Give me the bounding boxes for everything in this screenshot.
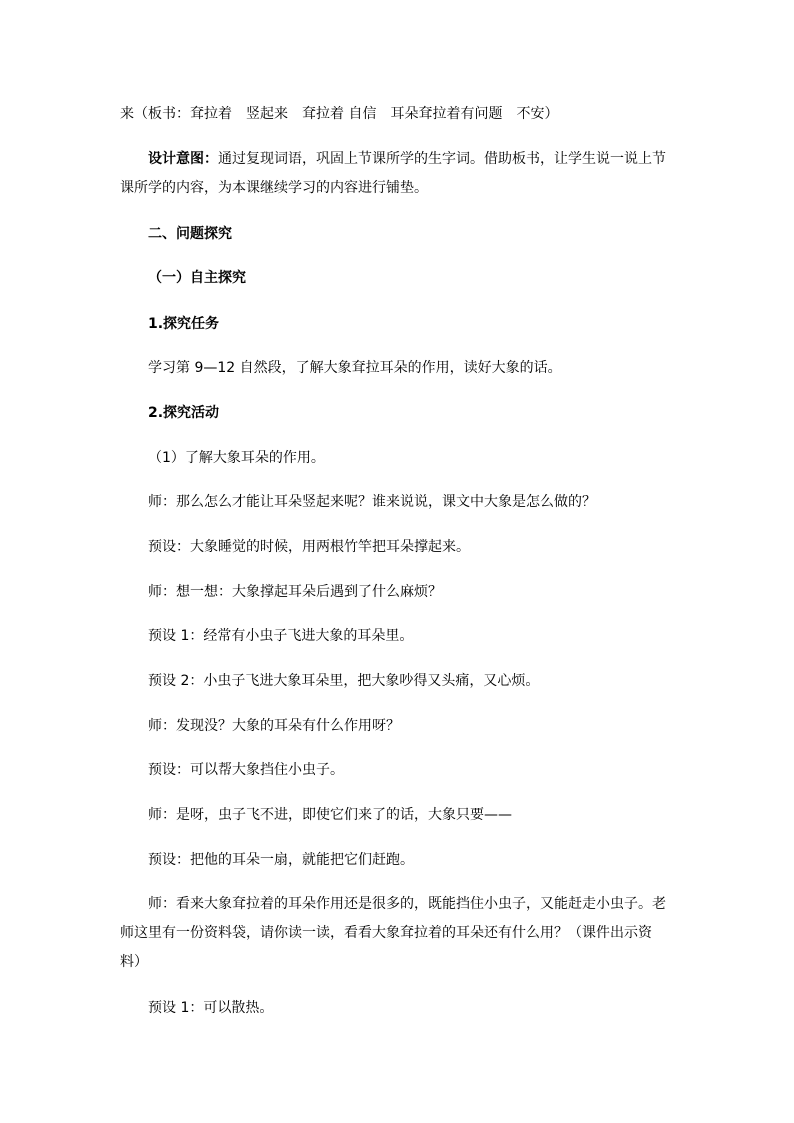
design-intent-text: 通过复现词语，巩固上节课所学的生字词。借助板书，让学生说一说上节 (218, 151, 666, 167)
dialogue-line: 预设：把他的耳朵一扇，就能把它们赶跑。 (148, 852, 414, 868)
activity-heading: 2.探究活动 (148, 405, 220, 421)
task-heading: 1.探究任务 (148, 316, 220, 332)
dialogue-line-cont: 料） (120, 954, 148, 970)
section-heading-2: 二、问题探究 (148, 226, 232, 242)
dialogue-line-cont: 师这里有一份资料袋，请你读一读，看看大象耷拉着的耳朵还有什么用？（课件出示资 (120, 925, 652, 941)
activity-item-1: （1）了解大象耳朵的作用。 (148, 450, 325, 466)
paragraph-design-intent (148, 149, 788, 169)
dialogue-line: 预设 1：可以散热。 (148, 1000, 274, 1016)
dialogue-line: 师：看来大象耷拉着的耳朵作用还是很多的，既能挡住小虫子，又能赶走小虫子。老 (148, 896, 666, 912)
dialogue-line: 预设 2：小虫子飞进大象耳朵里，把大象吵得又头痛，又心烦。 (148, 673, 540, 689)
dialogue-line: 预设：可以帮大象挡住小虫子。 (148, 762, 344, 778)
dialogue-line: 师：想一想：大象撑起耳朵后遇到了什么麻烦？ (148, 584, 442, 600)
design-intent-label: 设计意图： (148, 151, 218, 167)
dialogue-line: 预设：大象睡觉的时候，用两根竹竿把耳朵撑起来。 (148, 539, 470, 555)
paragraph-blackboard-line: 来（板书：耷拉着 竖起来 耷拉着 自信 耳朵耷拉着有问题 不安） (120, 106, 559, 122)
dialogue-line: 师：发现没？大象的耳朵有什么作用呀？ (148, 718, 400, 734)
dialogue-line: 师：那么怎么才能让耳朵竖起来呢？谁来说说，课文中大象是怎么做的？ (148, 494, 596, 510)
dialogue-line: 预设 1：经常有小虫子飞进大象的耳朵里。 (148, 628, 414, 644)
dialogue-line: 师：是呀，虫子飞不进，即使它们来了的话，大象只要—— (148, 807, 512, 823)
subsection-heading-1: （一）自主探究 (148, 270, 246, 286)
task-text: 学习第 9—12 自然段，了解大象耷拉耳朵的作用，读好大象的话。 (148, 360, 562, 376)
paragraph-design-intent-cont: 课所学的内容，为本课继续学习的内容进行铺垫。 (120, 180, 428, 196)
